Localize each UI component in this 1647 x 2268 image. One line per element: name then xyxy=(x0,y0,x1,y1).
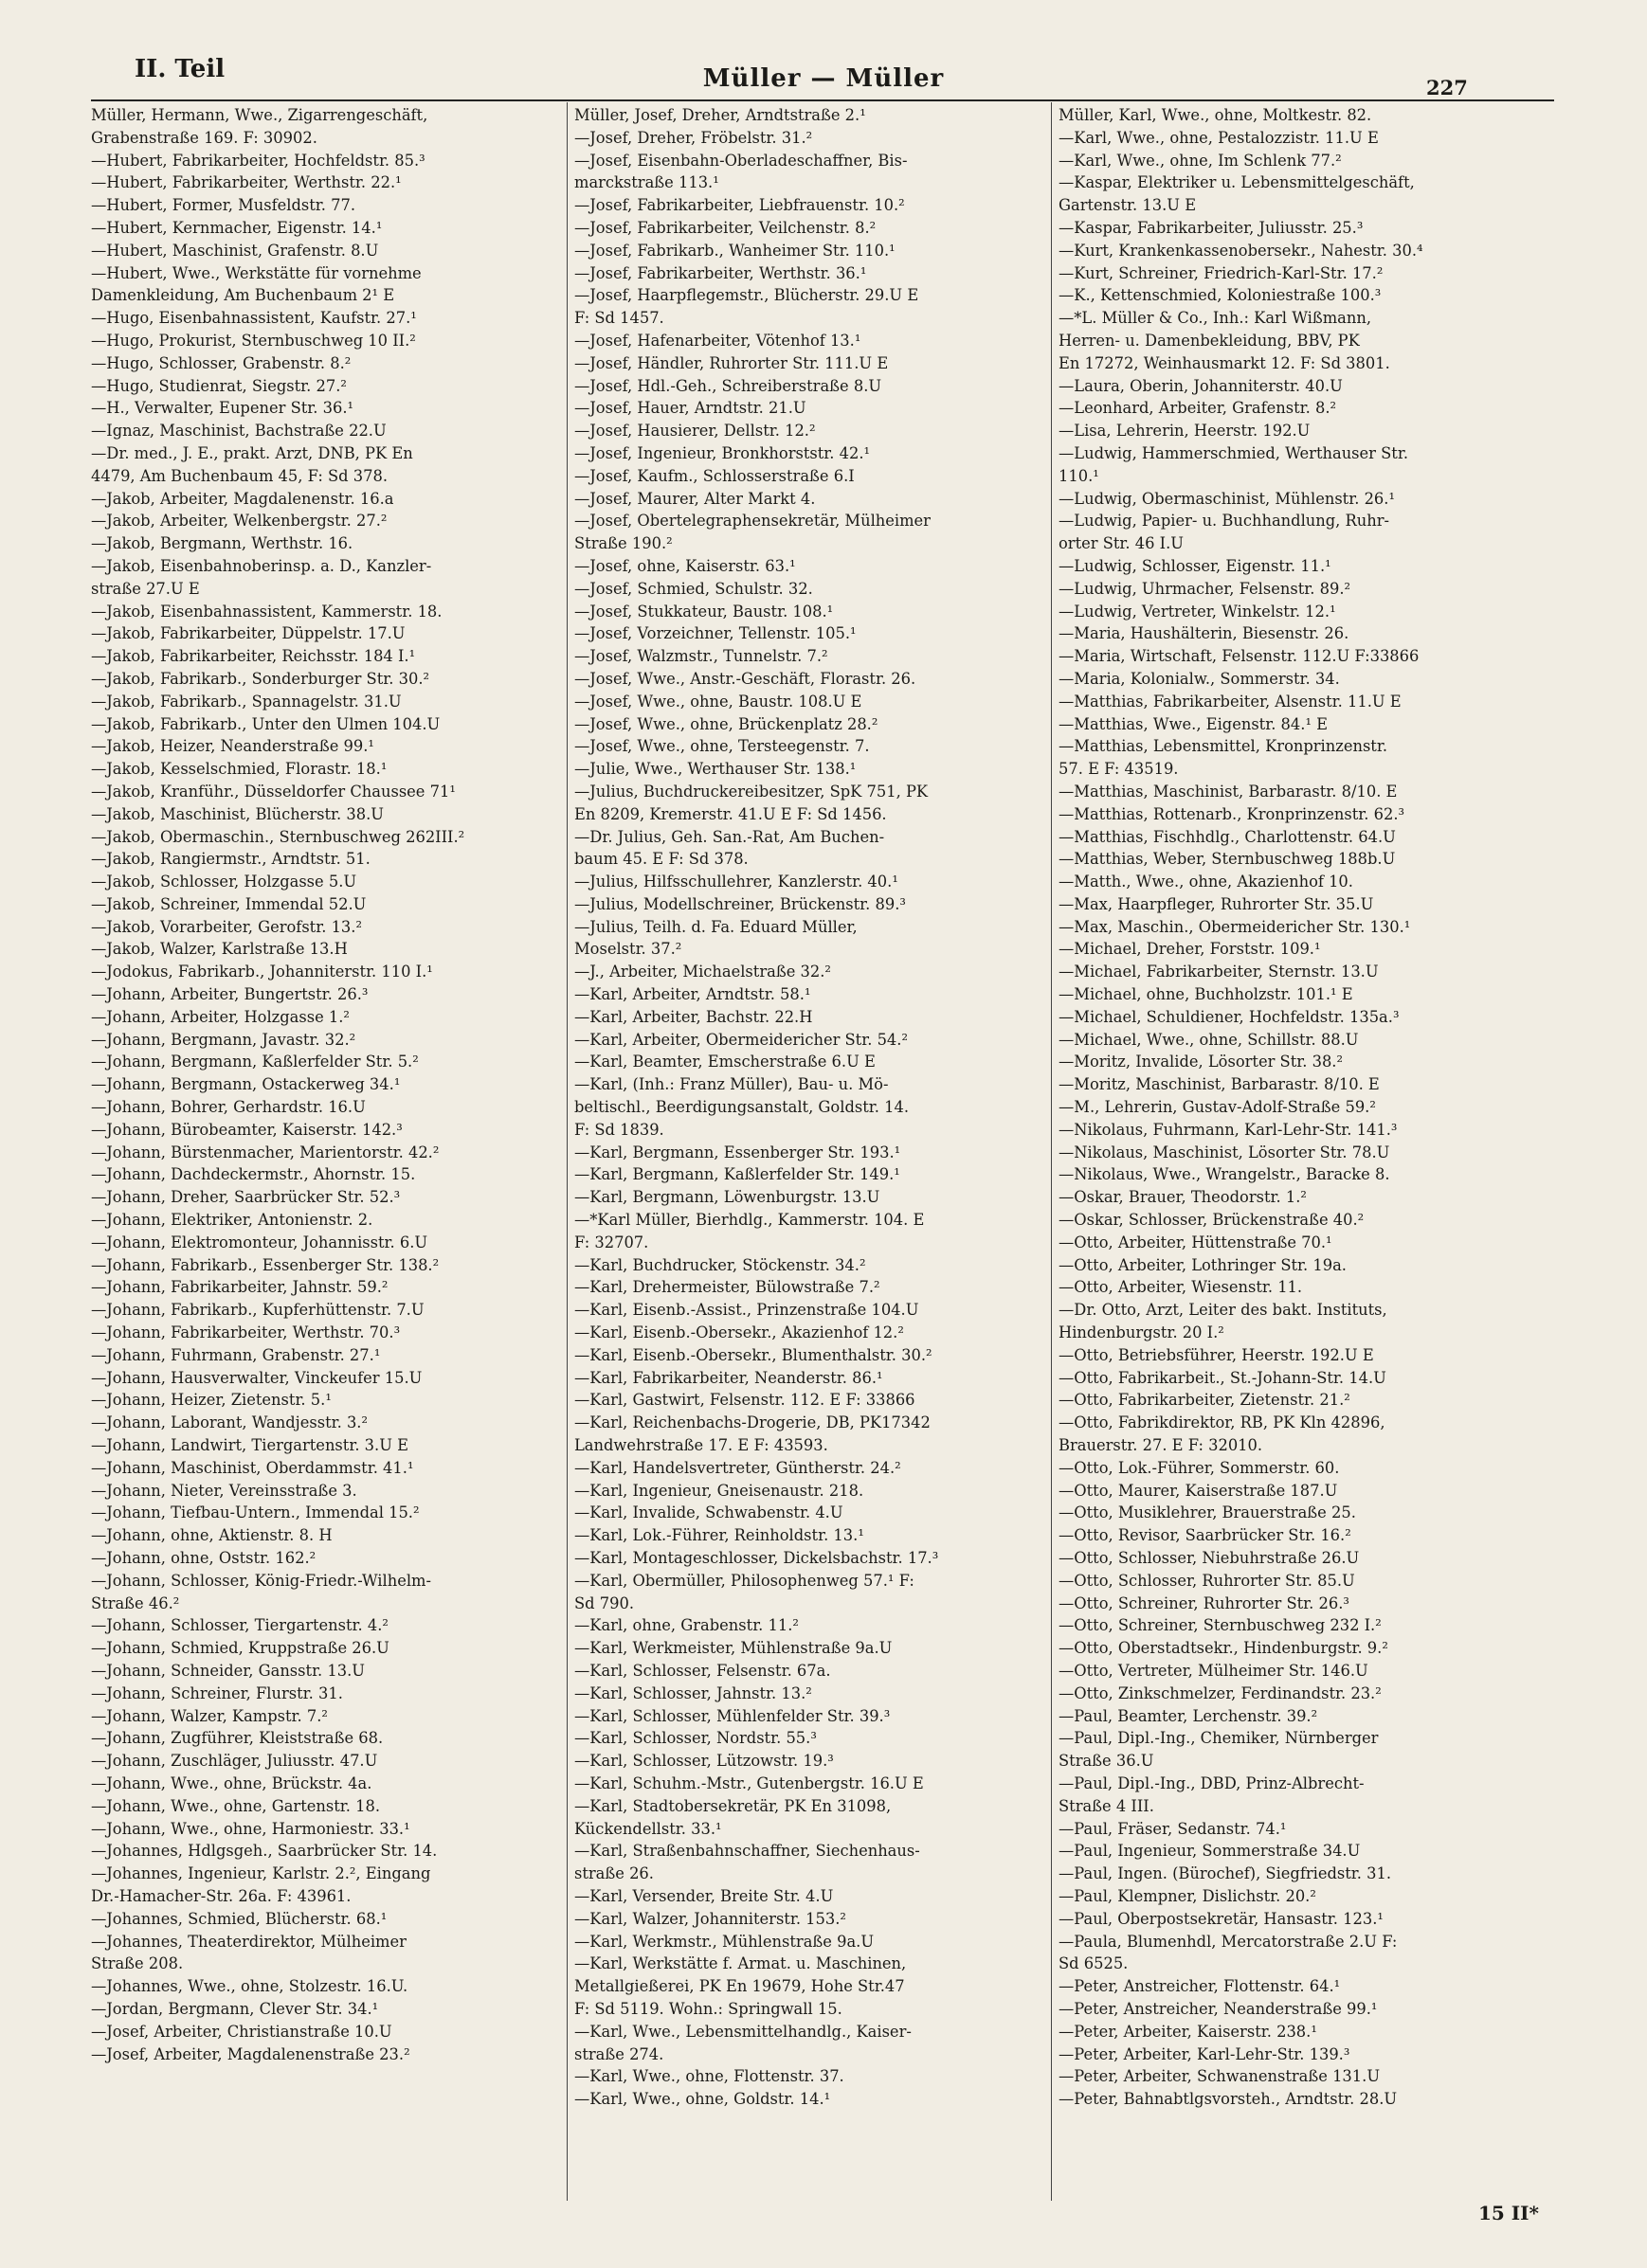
directory-entry: —Johann, Fabrikarbeiter, Werthstr. 70.³ xyxy=(91,1323,401,1342)
directory-entry: Straße 4 III. xyxy=(1059,1796,1154,1815)
directory-entry: —Johann, Arbeiter, Bungertstr. 26.³ xyxy=(91,985,369,1004)
directory-entry: Straße 36.U xyxy=(1059,1752,1154,1771)
directory-entry: —Otto, Oberstadtsekr., Hindenburgstr. 9.² xyxy=(1059,1639,1388,1658)
directory-entry: —Johann, Schmied, Kruppstraße 26.U xyxy=(91,1639,389,1658)
directory-entry: —Otto, Revisor, Saarbrücker Str. 16.² xyxy=(1059,1526,1351,1545)
directory-entry: —Josef, Arbeiter, Christianstraße 10.U xyxy=(91,2022,392,2041)
page-number: 227 xyxy=(1426,76,1468,99)
directory-entry: —Johann, Bergmann, Javastr. 32.² xyxy=(91,1030,356,1049)
directory-entry: —*Karl Müller, Bierhdlg., Kammerstr. 104. E xyxy=(574,1211,925,1230)
directory-entry: —Karl, Bergmann, Essenberger Str. 193.¹ xyxy=(574,1143,901,1161)
directory-entry: —Karl, Bergmann, Kaßlerfelder Str. 149.¹ xyxy=(574,1165,900,1184)
running-title: Müller — Müller xyxy=(702,64,945,93)
directory-entry: —Ludwig, Papier- u. Buchhandlung, Ruhr- xyxy=(1059,512,1390,531)
directory-entry: —Josef, Haarpflegemstr., Blücherstr. 29.U E xyxy=(574,286,919,305)
directory-entry: —Nikolaus, Wwe., Wrangelstr., Baracke 8. xyxy=(1059,1165,1390,1184)
directory-entry: —Matthias, Lebensmittel, Kronprinzenstr. xyxy=(1059,737,1388,756)
directory-entry: —Johann, Wwe., ohne, Brückstr. 4a. xyxy=(91,1773,372,1792)
directory-entry: —Johann, Elektriker, Antonienstr. 2. xyxy=(91,1211,373,1230)
directory-entry: —Peter, Anstreicher, Neanderstraße 99.¹ xyxy=(1059,1999,1378,2018)
directory-entry: —Michael, Fabrikarbeiter, Sternstr. 13.U xyxy=(1059,963,1379,981)
directory-entry: straße 27.U E xyxy=(91,579,200,598)
directory-entry: —Otto, Musiklehrer, Brauerstraße 25. xyxy=(1059,1503,1356,1522)
directory-entry: —Karl, Eisenb.-Obersekr., Akazienhof 12.² xyxy=(574,1323,904,1342)
directory-entry: —Jakob, Arbeiter, Magdalenenstr. 16.a xyxy=(91,489,394,508)
directory-entry: —Johann, Dachdeckermstr., Ahornstr. 15. xyxy=(91,1165,416,1184)
directory-entry: —Karl, Drehermeister, Bülowstraße 7.² xyxy=(574,1278,880,1297)
directory-entry: —Paul, Dipl.-Ing., Chemiker, Nürnberger xyxy=(1059,1729,1379,1748)
column-1 xyxy=(91,104,558,2141)
directory-entry: —H., Verwalter, Eupener Str. 36.¹ xyxy=(91,399,354,418)
directory-entry: —Johannes, Hdlgsgeh., Saarbrücker Str. 14. xyxy=(91,1842,438,1861)
directory-entry: —Johann, Walzer, Kampstr. 7.² xyxy=(91,1706,328,1725)
directory-entry: —Paul, Ingen. (Bürochef), Siegfriedstr. 31. xyxy=(1059,1864,1392,1883)
directory-entry: En 17272, Weinhausmarkt 12. F: Sd 3801. xyxy=(1059,353,1390,372)
directory-entry: —Johannes, Theaterdirektor, Mülheimer xyxy=(91,1932,407,1951)
directory-entry: Müller, Hermann, Wwe., Zigarrengeschäft, xyxy=(91,106,428,124)
directory-entry: —Kaspar, Elektriker u. Lebensmittelgeschäft, xyxy=(1059,173,1415,192)
directory-entry: —Paul, Ingenieur, Sommerstraße 34.U xyxy=(1059,1842,1361,1861)
directory-entry: —Kurt, Krankenkassenobersekr., Nahestr. 30.⁴ xyxy=(1059,241,1423,260)
directory-entry: —Jakob, Walzer, Karlstraße 13.H xyxy=(91,940,348,959)
directory-entry: —Otto, Betriebsführer, Heerstr. 192.U E xyxy=(1059,1345,1374,1364)
directory-entry: —Jakob, Kesselschmied, Florastr. 18.¹ xyxy=(91,760,388,779)
directory-entry: —Karl, Werkstätte f. Armat. u. Maschinen, xyxy=(574,1954,907,1973)
part-label: II. Teil xyxy=(135,55,226,83)
directory-entry: straße 26. xyxy=(574,1864,654,1883)
directory-entry: —Karl, Bergmann, Löwenburgstr. 13.U xyxy=(574,1188,880,1207)
directory-entry: —Ludwig, Obermaschinist, Mühlenstr. 26.¹ xyxy=(1059,489,1395,508)
directory-entry: —Josef, Arbeiter, Magdalenenstraße 23.² xyxy=(91,2044,410,2063)
directory-entry: —Jakob, Arbeiter, Welkenbergstr. 27.² xyxy=(91,512,388,531)
directory-entry: —Moritz, Invalide, Lösorter Str. 38.² xyxy=(1059,1053,1344,1071)
directory-entry: —Jakob, Obermaschin., Sternbuschweg 262III.² xyxy=(91,827,465,846)
directory-entry: —Karl, ohne, Grabenstr. 11.² xyxy=(574,1616,799,1635)
header-rule xyxy=(91,99,1554,101)
column-2 xyxy=(574,104,1041,2141)
directory-entry: —Otto, Arbeiter, Wiesenstr. 11. xyxy=(1059,1278,1303,1297)
column-divider xyxy=(567,102,568,2201)
directory-entry: —Karl, Lok.-Führer, Reinholdstr. 13.¹ xyxy=(574,1526,864,1545)
directory-entry: F: Sd 1457. xyxy=(574,309,664,328)
directory-entry: —Julie, Wwe., Werthauser Str. 138.¹ xyxy=(574,760,857,779)
directory-entry: —Karl, Fabrikarbeiter, Neanderstr. 86.¹ xyxy=(574,1368,883,1387)
directory-entry: —Josef, Fabrikarbeiter, Veilchenstr. 8.² xyxy=(574,218,877,237)
directory-entry: beltischl., Beerdigungsanstalt, Goldstr. 14. xyxy=(574,1098,909,1117)
directory-entry: Damenkleidung, Am Buchenbaum 2¹ E xyxy=(91,286,395,305)
directory-entry: —Matthias, Maschinist, Barbarastr. 8/10. E xyxy=(1059,782,1398,801)
directory-entry: —Karl, Wwe., ohne, Pestalozzistr. 11.U E xyxy=(1059,128,1379,147)
directory-entry: —Johann, Arbeiter, Holzgasse 1.² xyxy=(91,1007,350,1026)
page-header xyxy=(0,55,1647,97)
directory-entry: F: Sd 1839. xyxy=(574,1120,664,1139)
directory-entry: orter Str. 46 I.U xyxy=(1059,534,1184,553)
directory-entry: —Jakob, Rangiermstr., Arndtstr. 51. xyxy=(91,850,371,869)
directory-entry: —Hubert, Wwe., Werkstätte für vornehme xyxy=(91,263,422,282)
directory-entry: —Johann, Elektromonteur, Johannisstr. 6.U xyxy=(91,1233,428,1251)
directory-entry: —Josef, Fabrikarbeiter, Werthstr. 36.¹ xyxy=(574,263,867,282)
directory-entry: —Otto, Arbeiter, Lothringer Str. 19a. xyxy=(1059,1255,1347,1274)
directory-entry: —Lisa, Lehrerin, Heerstr. 192.U xyxy=(1059,422,1311,441)
directory-entry: —Max, Maschin., Obermeidericher Str. 130.¹ xyxy=(1059,917,1411,936)
directory-entry: —Matthias, Weber, Sternbuschweg 188b.U xyxy=(1059,850,1396,869)
directory-entry: —Otto, Vertreter, Mülheimer Str. 146.U xyxy=(1059,1661,1368,1680)
directory-entry: —Julius, Buchdruckereibesitzer, SpK 751, PK xyxy=(574,782,929,801)
directory-entry: —Peter, Bahnabtlgsvorsteh., Arndtstr. 28.U xyxy=(1059,2090,1398,2109)
directory-entry: —Johann, Zuschläger, Juliusstr. 47.U xyxy=(91,1752,378,1771)
directory-entry: —Leonhard, Arbeiter, Grafenstr. 8.² xyxy=(1059,399,1337,418)
directory-entry: —Jodokus, Fabrikarb., Johanniterstr. 110 I.¹ xyxy=(91,963,433,981)
directory-entry: —Johann, Fabrikarb., Kupferhüttenstr. 7.U xyxy=(91,1301,425,1320)
directory-entry: Landwehrstraße 17. E F: 43593. xyxy=(574,1436,828,1455)
directory-entry: —Julius, Modellschreiner, Brückenstr. 89.³ xyxy=(574,894,906,913)
directory-entry: —Jakob, Schlosser, Holzgasse 5.U xyxy=(91,873,357,891)
directory-entry: —Jordan, Bergmann, Clever Str. 34.¹ xyxy=(91,1999,379,2018)
directory-entry: Straße 46.² xyxy=(91,1593,180,1612)
directory-entry: Brauerstr. 27. E F: 32010. xyxy=(1059,1436,1263,1455)
directory-entry: —Hubert, Kernmacher, Eigenstr. 14.¹ xyxy=(91,218,383,237)
directory-entry: —Jakob, Fabrikarb., Sonderburger Str. 30.² xyxy=(91,669,430,688)
directory-entry: 110.¹ xyxy=(1059,466,1099,485)
directory-entry: —Johann, Schneider, Gansstr. 13.U xyxy=(91,1661,366,1680)
directory-entry: —Johann, Nieter, Vereinsstraße 3. xyxy=(91,1481,357,1500)
directory-entry: Straße 190.² xyxy=(574,534,673,553)
directory-entry: —Karl, Schlosser, Jahnstr. 13.² xyxy=(574,1683,812,1702)
directory-entry: —Matthias, Rottenarb., Kronprinzenstr. 62.³ xyxy=(1059,804,1405,823)
directory-entry: —Johann, Fabrikarbeiter, Jahnstr. 59.² xyxy=(91,1278,389,1297)
directory-entry: —Josef, Walzmstr., Tunnelstr. 7.² xyxy=(574,647,828,666)
directory-entry: —Johann, Schlosser, Tiergartenstr. 4.² xyxy=(91,1616,389,1635)
column-divider xyxy=(1051,102,1052,2201)
directory-entry: F: 32707. xyxy=(574,1233,649,1251)
directory-entry: —Otto, Schlosser, Ruhrorter Str. 85.U xyxy=(1059,1571,1355,1590)
directory-entry: —Josef, Dreher, Fröbelstr. 31.² xyxy=(574,128,813,147)
directory-entry: —Johannes, Schmied, Blücherstr. 68.¹ xyxy=(91,1909,388,1928)
directory-entry: —Karl, Arbeiter, Obermeidericher Str. 54.² xyxy=(574,1030,908,1049)
column-3 xyxy=(1059,104,1547,2141)
directory-entry: —Ludwig, Hammerschmied, Werthauser Str. xyxy=(1059,443,1408,462)
directory-entry: —Otto, Lok.-Führer, Sommerstr. 60. xyxy=(1059,1458,1340,1477)
directory-entry: —Johann, Bergmann, Kaßlerfelder Str. 5.² xyxy=(91,1053,419,1071)
directory-entry: —Josef, Stukkateur, Baustr. 108.¹ xyxy=(574,602,834,621)
directory-entry: —Johannes, Wwe., ohne, Stolzestr. 16.U. xyxy=(91,1977,408,1996)
directory-entry: —Michael, Schuldiener, Hochfeldstr. 135a.³ xyxy=(1059,1007,1400,1026)
directory-entry: —Josef, Schmied, Schulstr. 32. xyxy=(574,579,813,598)
directory-entry: —Ignaz, Maschinist, Bachstraße 22.U xyxy=(91,422,387,441)
directory-entry: —Ludwig, Schlosser, Eigenstr. 11.¹ xyxy=(1059,556,1331,575)
directory-entry: —Kaspar, Fabrikarbeiter, Juliusstr. 25.³ xyxy=(1059,218,1364,237)
directory-entry: —Otto, Zinkschmelzer, Ferdinandstr. 23.² xyxy=(1059,1683,1382,1702)
directory-entry: —Josef, Wwe., ohne, Tersteegenstr. 7. xyxy=(574,737,870,756)
directory-entry: —Otto, Fabrikarbeiter, Zietenstr. 21.² xyxy=(1059,1391,1350,1410)
directory-entry: —Josef, Händler, Ruhrorter Str. 111.U E xyxy=(574,353,889,372)
directory-entry: —Maria, Haushälterin, Biesenstr. 26. xyxy=(1059,624,1349,643)
directory-entry: —Karl, Reichenbachs-Drogerie, DB, PK17342 xyxy=(574,1413,931,1432)
directory-entry: —Jakob, Eisenbahnoberinsp. a. D., Kanzler- xyxy=(91,556,432,575)
directory-entry: En 8209, Kremerstr. 41.U E F: Sd 1456. xyxy=(574,804,887,823)
directory-entry: Moselstr. 37.² xyxy=(574,940,682,959)
directory-entry: —Hugo, Eisenbahnassistent, Kaufstr. 27.¹ xyxy=(91,309,417,328)
directory-entry: 4479, Am Buchenbaum 45, F: Sd 378. xyxy=(91,466,389,485)
directory-entry: —Otto, Schreiner, Ruhrorter Str. 26.³ xyxy=(1059,1593,1349,1612)
directory-entry: —Josef, Fabrikarbeiter, Liebfrauenstr. 10.² xyxy=(574,196,905,215)
directory-entry: —Michael, Wwe., ohne, Schillstr. 88.U xyxy=(1059,1030,1359,1049)
directory-entry: —Johann, Wwe., ohne, Gartenstr. 18. xyxy=(91,1796,381,1815)
directory-entry: —Johann, Schlosser, König-Friedr.-Wilhelm- xyxy=(91,1571,431,1590)
directory-entry: —Karl, Invalide, Schwabenstr. 4.U xyxy=(574,1503,843,1522)
directory-entry: —Josef, Wwe., Anstr.-Geschäft, Florastr. 26. xyxy=(574,669,916,688)
directory-entry: —Karl, Wwe., ohne, Flottenstr. 37. xyxy=(574,2067,844,2086)
directory-entry: —J., Arbeiter, Michaelstraße 32.² xyxy=(574,963,831,981)
directory-entry: —Nikolaus, Maschinist, Lösorter Str. 78.U xyxy=(1059,1143,1390,1161)
directory-entry: —Jakob, Fabrikarb., Unter den Ulmen 104.U xyxy=(91,714,441,733)
directory-entry: —Paula, Blumenhdl, Mercatorstraße 2.U F: xyxy=(1059,1932,1398,1951)
directory-entry: —Karl, Handelsvertreter, Güntherstr. 24.² xyxy=(574,1458,901,1477)
directory-entry: —Otto, Schlosser, Niebuhrstraße 26.U xyxy=(1059,1549,1360,1567)
directory-entry: —Peter, Arbeiter, Kaiserstr. 238.¹ xyxy=(1059,2022,1317,2041)
directory-entry: —Maria, Wirtschaft, Felsenstr. 112.U F:33866 xyxy=(1059,647,1420,666)
directory-entry: —Otto, Fabrikarbeit., St.-Johann-Str. 14.U xyxy=(1059,1368,1386,1387)
directory-entry: —Johann, Wwe., ohne, Harmoniestr. 33.¹ xyxy=(91,1819,410,1838)
directory-entry: —Karl, Wwe., ohne, Im Schlenk 77.² xyxy=(1059,151,1342,170)
directory-entry: —Maria, Kolonialw., Sommerstr. 34. xyxy=(1059,669,1340,688)
directory-entry: —Josef, Hdl.-Geh., Schreiberstraße 8.U xyxy=(574,376,882,395)
directory-entry: —Paul, Dipl.-Ing., DBD, Prinz-Albrecht- xyxy=(1059,1773,1365,1792)
directory-entry: —Dr. med., J. E., prakt. Arzt, DNB, PK En xyxy=(91,443,413,462)
directory-entry: —Karl, Stadtobersekretär, PK En 31098, xyxy=(574,1796,892,1815)
directory-entry: —Hubert, Maschinist, Grafenstr. 8.U xyxy=(91,241,379,260)
directory-entry: —Hubert, Fabrikarbeiter, Hochfeldstr. 85.³ xyxy=(91,151,425,170)
directory-entry: —Otto, Fabrikdirektor, RB, PK Kln 42896, xyxy=(1059,1413,1385,1432)
directory-entry: —Karl, Schlosser, Lützowstr. 19.³ xyxy=(574,1752,834,1771)
directory-entry: —Dr. Julius, Geh. San.-Rat, Am Buchen- xyxy=(574,827,885,846)
directory-entry: —Karl, Schlosser, Nordstr. 55.³ xyxy=(574,1729,817,1748)
directory-entry: —Karl, Werkmeister, Mühlenstraße 9a.U xyxy=(574,1639,893,1658)
directory-entry: Metallgießerei, PK En 19679, Hohe Str.47 xyxy=(574,1977,905,1996)
directory-entry: —Michael, ohne, Buchholzstr. 101.¹ E xyxy=(1059,985,1353,1004)
directory-entry: —Karl, Obermüller, Philosophenweg 57.¹ F: xyxy=(574,1571,914,1590)
directory-entry: Sd 6525. xyxy=(1059,1954,1129,1973)
directory-entry: —Josef, Kaufm., Schlosserstraße 6.I xyxy=(574,466,855,485)
directory-entry: —Paul, Beamter, Lerchenstr. 39.² xyxy=(1059,1706,1318,1725)
directory-entry: —Josef, Eisenbahn-Oberladeschaffner, Bis- xyxy=(574,151,908,170)
directory-entry: —Johann, Laborant, Wandjesstr. 3.² xyxy=(91,1413,369,1432)
directory-entry: F: Sd 5119. Wohn.: Springwall 15. xyxy=(574,1999,842,2018)
directory-entry: —Josef, Wwe., ohne, Brückenplatz 28.² xyxy=(574,714,878,733)
directory-entry: 57. E F: 43519. xyxy=(1059,760,1179,779)
directory-entry: —Max, Haarpfleger, Ruhrorter Str. 35.U xyxy=(1059,894,1374,913)
directory-entry: —Johann, Bergmann, Ostackerweg 34.¹ xyxy=(91,1075,401,1094)
directory-entry: Dr.-Hamacher-Str. 26a. F: 43961. xyxy=(91,1886,352,1905)
directory-entry: —Josef, Fabrikarb., Wanheimer Str. 110.¹ xyxy=(574,241,896,260)
directory-entry: —Karl, (Inh.: Franz Müller), Bau- u. Mö- xyxy=(574,1075,889,1094)
directory-entry: —Hugo, Schlosser, Grabenstr. 8.² xyxy=(91,353,352,372)
directory-entry: —Julius, Hilfsschullehrer, Kanzlerstr. 40.¹ xyxy=(574,873,898,891)
directory-entry: —Karl, Beamter, Emscherstraße 6.U E xyxy=(574,1053,876,1071)
directory-entry: —Oskar, Schlosser, Brückenstraße 40.² xyxy=(1059,1211,1365,1230)
directory-entry: —Dr. Otto, Arzt, Leiter des bakt. Instituts, xyxy=(1059,1301,1387,1320)
directory-entry: —Michael, Dreher, Forststr. 109.¹ xyxy=(1059,940,1321,959)
directory-entry: —Matthias, Wwe., Eigenstr. 84.¹ E xyxy=(1059,714,1329,733)
directory-entry: Müller, Karl, Wwe., ohne, Moltkestr. 82. xyxy=(1059,106,1372,124)
directory-entry: —Paul, Fräser, Sedanstr. 74.¹ xyxy=(1059,1819,1287,1838)
directory-entry: —Otto, Maurer, Kaiserstraße 187.U xyxy=(1059,1481,1338,1500)
directory-entry: —Karl, Ingenieur, Gneisenaustr. 218. xyxy=(574,1481,864,1500)
directory-entry: —Karl, Wwe., ohne, Goldstr. 14.¹ xyxy=(574,2090,831,2109)
directory-entry: —M., Lehrerin, Gustav-Adolf-Straße 59.² xyxy=(1059,1098,1376,1117)
directory-entry: —Karl, Schlosser, Felsenstr. 67a. xyxy=(574,1661,831,1680)
directory-entry: —Johann, Bohrer, Gerhardstr. 16.U xyxy=(91,1098,366,1117)
directory-entry: —Josef, Ingenieur, Bronkhorststr. 42.¹ xyxy=(574,443,871,462)
directory-entry: —Johann, Heizer, Zietenstr. 5.¹ xyxy=(91,1391,332,1410)
directory-entry: —Johann, Fuhrmann, Grabenstr. 27.¹ xyxy=(91,1345,381,1364)
directory-entry: baum 45. E F: Sd 378. xyxy=(574,850,749,869)
directory-entry: —Laura, Oberin, Johanniterstr. 40.U xyxy=(1059,376,1343,395)
directory-entry: —Karl, Arbeiter, Arndtstr. 58.¹ xyxy=(574,985,811,1004)
directory-entry: —Johann, Bürstenmacher, Marientorstr. 42.² xyxy=(91,1143,440,1161)
directory-entry: —Moritz, Maschinist, Barbarastr. 8/10. E xyxy=(1059,1075,1380,1094)
directory-entry: marckstraße 113.¹ xyxy=(574,173,719,192)
directory-entry: —Matthias, Fischhdlg., Charlottenstr. 64.U xyxy=(1059,827,1396,846)
directory-entry: —Paul, Oberpostsekretär, Hansastr. 123.¹ xyxy=(1059,1909,1384,1928)
directory-entry: —Josef, Maurer, Alter Markt 4. xyxy=(574,489,816,508)
directory-entry: —Karl, Werkmstr., Mühlenstraße 9a.U xyxy=(574,1932,875,1951)
directory-entry: —Johannes, Ingenieur, Karlstr. 2.², Eingang xyxy=(91,1864,431,1883)
directory-entry: —Josef, Hafenarbeiter, Vötenhof 13.¹ xyxy=(574,331,861,350)
directory-entry: —Jakob, Bergmann, Werthstr. 16. xyxy=(91,534,353,553)
directory-entry: —Jakob, Heizer, Neanderstraße 99.¹ xyxy=(91,737,374,756)
directory-entry: —Julius, Teilh. d. Fa. Eduard Müller, xyxy=(574,917,858,936)
directory-entry: —Jakob, Vorarbeiter, Gerofstr. 13.² xyxy=(91,917,362,936)
directory-entry: —Karl, Gastwirt, Felsenstr. 112. E F: 33866 xyxy=(574,1391,915,1410)
directory-entry: —Nikolaus, Fuhrmann, Karl-Lehr-Str. 141.³ xyxy=(1059,1120,1398,1139)
directory-entry: —Jakob, Kranführ., Düsseldorfer Chaussee 71¹ xyxy=(91,782,456,801)
directory-entry: Gartenstr. 13.U E xyxy=(1059,196,1197,215)
directory-entry: —Johann, Zugführer, Kleiststraße 68. xyxy=(91,1729,384,1748)
directory-entry: —Johann, ohne, Oststr. 162.² xyxy=(91,1549,317,1567)
directory-entry: —Jakob, Maschinist, Blücherstr. 38.U xyxy=(91,804,384,823)
directory-entry: —Ludwig, Uhrmacher, Felsenstr. 89.² xyxy=(1059,579,1351,598)
directory-entry: —Johann, Hausverwalter, Vinckeufer 15.U xyxy=(91,1368,423,1387)
directory-entry: —Karl, Wwe., Lebensmittelhandlg., Kaiser- xyxy=(574,2022,912,2041)
directory-entry: —Jakob, Fabrikarbeiter, Düppelstr. 17.U xyxy=(91,624,406,643)
directory-entry: —Johann, Bürobeamter, Kaiserstr. 142.³ xyxy=(91,1120,403,1139)
directory-entry: —Oskar, Brauer, Theodorstr. 1.² xyxy=(1059,1188,1307,1207)
directory-entry: —Johann, Tiefbau-Untern., Immendal 15.² xyxy=(91,1503,420,1522)
directory-entry: —Karl, Montageschlosser, Dickelsbachstr. 17.³ xyxy=(574,1549,939,1567)
directory-entry: —Johann, Landwirt, Tiergartenstr. 3.U E xyxy=(91,1436,408,1455)
directory-entry: —Jakob, Schreiner, Immendal 52.U xyxy=(91,894,367,913)
directory-entry: straße 274. xyxy=(574,2044,664,2063)
directory-entry: —Josef, Vorzeichner, Tellenstr. 105.¹ xyxy=(574,624,857,643)
directory-entry: —Hugo, Studienrat, Siegstr. 27.² xyxy=(91,376,347,395)
directory-entry: —Johann, Maschinist, Oberdammstr. 41.¹ xyxy=(91,1458,414,1477)
directory-entry: —Karl, Schuhm.-Mstr., Gutenbergstr. 16.U E xyxy=(574,1773,924,1792)
sheet-signature: 15 II* xyxy=(1478,2202,1539,2224)
directory-entry: —Jakob, Eisenbahnassistent, Kammerstr. 18. xyxy=(91,602,443,621)
directory-entry: —Josef, Hausierer, Dellstr. 12.² xyxy=(574,422,816,441)
directory-entry: —Karl, Versender, Breite Str. 4.U xyxy=(574,1886,834,1905)
directory-entry: —Johann, Schreiner, Flurstr. 31. xyxy=(91,1683,343,1702)
directory-entry: —Josef, Obertelegraphensekretär, Mülheimer xyxy=(574,512,931,531)
directory-entry: —Johann, Fabrikarb., Essenberger Str. 138.² xyxy=(91,1255,440,1274)
directory-entry: —Peter, Arbeiter, Karl-Lehr-Str. 139.³ xyxy=(1059,2044,1350,2063)
directory-entry: —Karl, Eisenb.-Assist., Prinzenstraße 104.U xyxy=(574,1301,919,1320)
directory-entry: Hindenburgstr. 20 I.² xyxy=(1059,1323,1224,1342)
directory-entry: —K., Kettenschmied, Koloniestraße 100.³ xyxy=(1059,286,1382,305)
directory-entry: —Matth., Wwe., ohne, Akazienhof 10. xyxy=(1059,873,1353,891)
directory-entry: —Hubert, Former, Musfeldstr. 77. xyxy=(91,196,356,215)
directory-entry: —Karl, Buchdrucker, Stöckenstr. 34.² xyxy=(574,1255,866,1274)
directory-entry: —Karl, Walzer, Johanniterstr. 153.² xyxy=(574,1909,846,1928)
directory-entry: Grabenstraße 169. F: 30902. xyxy=(91,128,317,147)
directory-entry: —Kurt, Schreiner, Friedrich-Karl-Str. 17.² xyxy=(1059,263,1384,282)
directory-entry: —Peter, Anstreicher, Flottenstr. 64.¹ xyxy=(1059,1977,1341,1996)
directory-entry: Herren- u. Damenbekleidung, BBV, PK xyxy=(1059,331,1360,350)
directory-entry: —Peter, Arbeiter, Schwanenstraße 131.U xyxy=(1059,2067,1381,2086)
directory-entry: —Paul, Klempner, Dislichstr. 20.² xyxy=(1059,1886,1316,1905)
directory-entry: Kückendellstr. 33.¹ xyxy=(574,1819,722,1838)
directory-entry: Straße 208. xyxy=(91,1954,184,1973)
directory-entry: —Johann, ohne, Aktienstr. 8. H xyxy=(91,1526,333,1545)
directory-entry: —Karl, Straßenbahnschaffner, Siechenhaus- xyxy=(574,1842,920,1861)
directory-entry: —Karl, Schlosser, Mühlenfelder Str. 39.³ xyxy=(574,1706,891,1725)
directory-entry: —Josef, Hauer, Arndtstr. 21.U xyxy=(574,399,806,418)
directory-entry: —Ludwig, Vertreter, Winkelstr. 12.¹ xyxy=(1059,602,1336,621)
directory-entry: —Jakob, Fabrikarb., Spannagelstr. 31.U xyxy=(91,692,402,711)
directory-entry: —Josef, ohne, Kaiserstr. 63.¹ xyxy=(574,556,796,575)
directory-entry: —Otto, Arbeiter, Hüttenstraße 70.¹ xyxy=(1059,1233,1332,1251)
directory-entry: —Josef, Wwe., ohne, Baustr. 108.U E xyxy=(574,692,862,711)
directory-entry: —Otto, Schreiner, Sternbuschweg 232 I.² xyxy=(1059,1616,1382,1635)
directory-entry: —Karl, Arbeiter, Bachstr. 22.H xyxy=(574,1007,813,1026)
directory-entry: —Hubert, Fabrikarbeiter, Werthstr. 22.¹ xyxy=(91,173,402,192)
directory-entry: Müller, Josef, Dreher, Arndtstraße 2.¹ xyxy=(574,106,866,124)
directory-entry: —Karl, Eisenb.-Obersekr., Blumenthalstr. 30.² xyxy=(574,1345,932,1364)
directory-entry: Sd 790. xyxy=(574,1593,635,1612)
directory-entry: —Hugo, Prokurist, Sternbuschweg 10 II.² xyxy=(91,331,416,350)
directory-entry: —*L. Müller & Co., Inh.: Karl Wißmann, xyxy=(1059,309,1372,328)
directory-entry: —Jakob, Fabrikarbeiter, Reichsstr. 184 I.¹ xyxy=(91,647,416,666)
directory-entry: —Matthias, Fabrikarbeiter, Alsenstr. 11.U E xyxy=(1059,692,1402,711)
directory-entry: —Johann, Dreher, Saarbrücker Str. 52.³ xyxy=(91,1188,401,1207)
